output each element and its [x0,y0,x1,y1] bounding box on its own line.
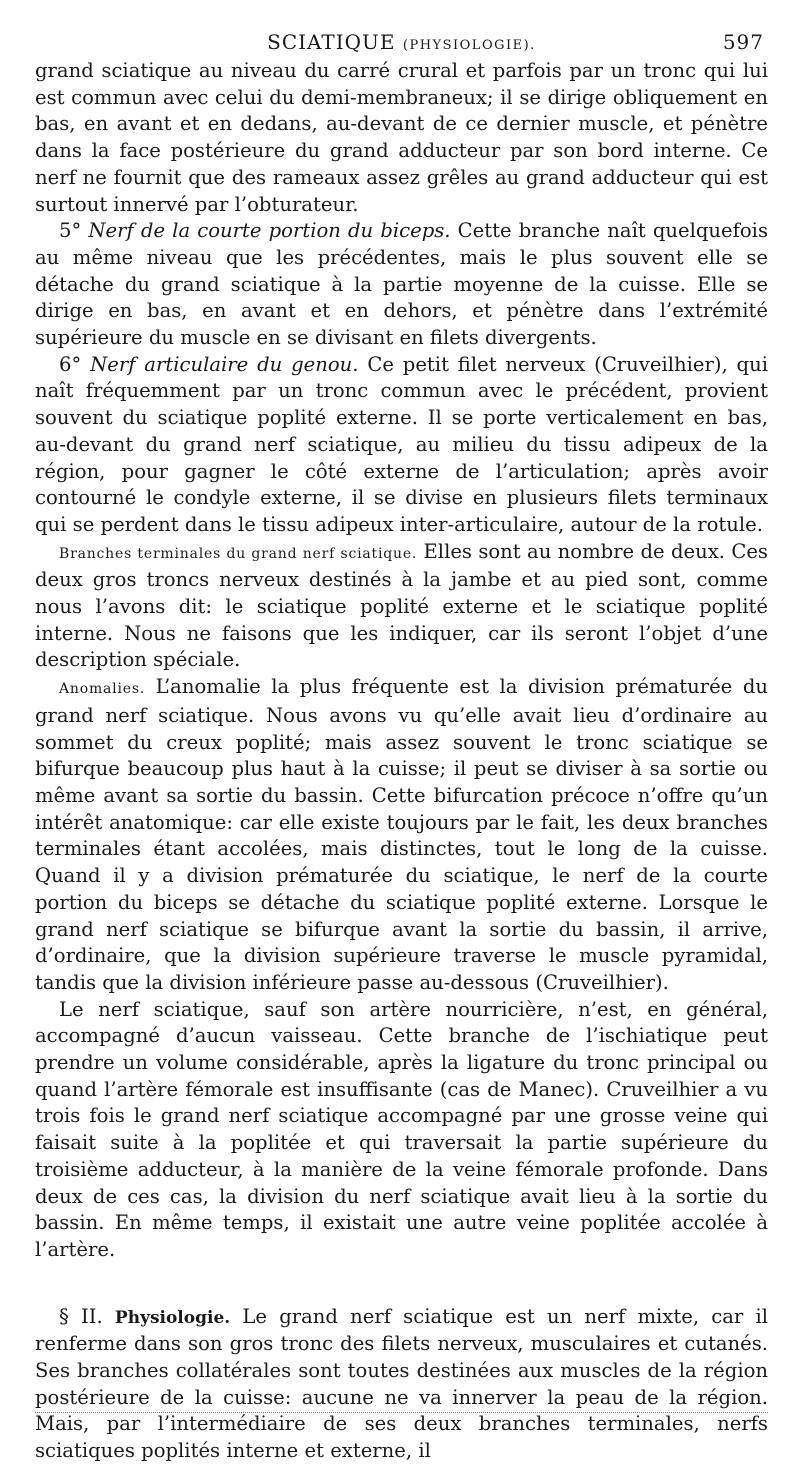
paragraph-obturateur: grand sciatique au niveau du carré crural et parfois par un tronc qui lui est commun avec celui du demi-membraneux; il se dirige obliquement en bas, en avant et en dedans, au-devant de ce dernier muscle, et pénètre dans la face postérieure du grand adducteur par son bord interne. Ce nerf ne fournit que des rameaux assez grêles au grand adducteur qui est surtout innervé par l’obturateur. [35,59,768,216]
paragraph-nerf-genou [35,352,768,539]
page-title [35,30,768,54]
running-head [35,22,768,58]
paragraph-anomalies [35,674,768,996]
item-title: Nerf articulaire du genou. [90,352,359,376]
item-number: 6° [59,352,82,376]
title-main: SCIATIQUE [267,30,396,54]
section-heading: Physiologie. [114,1307,231,1328]
title-subtitle: (PHYSIOLOGIE). [402,38,536,53]
paragraph-branches-terminales [35,539,768,675]
section-heading: Anomalies. [59,681,146,698]
paragraph-nerf-biceps [35,218,768,352]
page-number: 597 [722,30,764,54]
document-page [35,22,768,1465]
section-text: Elles sont au nombre de deux. Ces deux gros troncs nerveux destinés à la jambe et au pied sont, comme nous l’avons dit: le sciatique poplité externe et le sciatique poplité interne. Nous ne faisons que les indiquer, car ils seront l’objet d’une description spéciale. [35,539,768,672]
item-text: Cette branche naît quelquefois au même niveau que les précédentes, mais le plus souvent elle se détache du grand sciatique à la partie moyenne de la cuisse. Elle se dirige en bas, en avant et en dehors, et pénètre dans l’extrémité supérieure du muscle en se divisant en filets divergents. [35,219,769,350]
item-title: Nerf de la courte portion du biceps. [88,219,451,243]
footer-rule [35,1412,768,1413]
section-text: L’anomalie la plus fréquente est la division prématurée du grand nerf sciatique. Nous avons vu qu’elle avait lieu d’ordinaire au sommet du creux poplité; mais assez souvent le tronc sciatique se bifurque beaucoup plus haut à la cuisse; il peut se diviser à sa sortie ou même avant sa sortie du bassin. Cette bifurcation précoce n’offre qu’un intérêt anatomique: car elle existe toujours par le fait, les deux branches terminales étant accolées, mais distinctes, tout le long de la cuisse. Quand il y a division prématurée du sciatique, le nerf de la courte portion du biceps se détache du sciatique poplité externe. Lorsque le grand nerf sciatique se bifurque avant la sortie du bassin, il arrive, d’ordinaire, que la division supérieure traverse le muscle pyramidal, tandis que la division inférieure passe au-dessous (Cruveilhier). [35,675,769,994]
section-symbol: § II. [59,1304,103,1328]
item-text: Ce petit filet nerveux (Cruveilhier), qui naît fréquemment par un tronc commun avec le précédent, provient souvent du sciatique poplité externe. Il se porte verticalement en bas, au-devant du grand nerf sciatique, au milieu du tissu adipeux de la région, pour gagner le côté externe de l’articulation; après avoir contourné le condyle externe, il se divise en plusieurs filets terminaux qui se perdent dans le tissu adipeux inter-articulaire, autour de la rotule. [35,352,768,536]
section-text: Le grand nerf sciatique est un nerf mixte, car il renferme dans son gros tronc des filets nerveux, musculaires et cutanés. Ses branches collatérales sont toutes destinées aux muscles de la région postérieure de la cuisse: aucune ne va innerver la peau de la région. Mais, par l’intermédiaire de ses deux branches terminales, nerfs sciatiques poplités interne et externe, il [35,1304,768,1463]
paragraph-vaisseaux: Le nerf sciatique, sauf son artère nourricière, n’est, en général, accompagné d’aucun vaisseau. Cette branche de l’ischiatique peut prendre un volume considérable, après la ligature du tronc principal ou quand l’artère fémorale est insuffisante (cas de Manec). Cruveilhier a vu trois fois le grand nerf sciatique accompagné par une grosse veine qui faisait suite à la poplitée et qui traversait la partie supérieure du troisième adducteur, à la manière de la veine fémorale profonde. Dans deux de ces cas, la division du nerf sciatique avait lieu à la sortie du bassin. En même temps, il existait une autre veine poplitée accolée à l’artère. [35,997,768,1261]
section-heading: Branches terminales du grand nerf sciatique. [59,545,418,562]
paragraph-physiologie [35,1304,768,1465]
section-gap [35,1264,768,1304]
item-number: 5° [59,219,82,243]
